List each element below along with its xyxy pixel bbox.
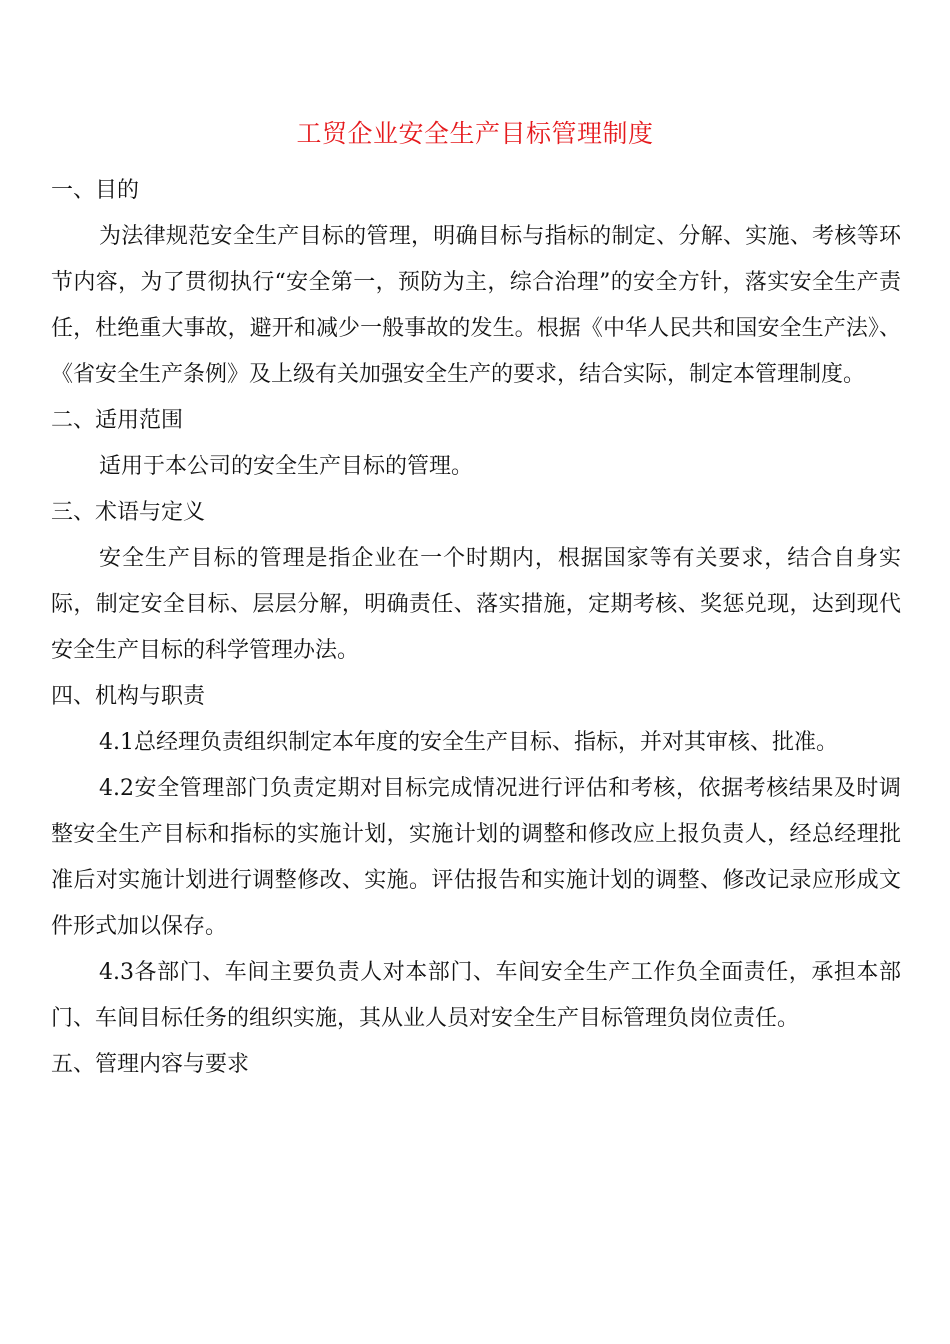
paragraph-terms: 安全生产目标的管理是指企业在一个时期内，根据国家等有关要求，结合自身实际，制定安全目标、层层分解，明确责任、落实措施，定期考核、奖惩兑现，达到现代安全生产目标的科学管理办法。 — [51, 546, 901, 663]
paragraph-scope: 适用于本公司的安全生产目标的管理。 — [99, 454, 474, 479]
paragraph-4-1: 4.1总经理负责组织制定本年度的安全生产目标、指标，并对其审核、批准。 — [99, 730, 838, 755]
section-heading-management: 五、管理内容与要求 — [51, 1052, 250, 1077]
section-heading-purpose: 一、目的 — [51, 178, 140, 203]
section-heading-scope: 二、适用范围 — [51, 408, 184, 433]
document-body — [51, 168, 901, 1088]
section-heading-responsibilities: 四、机构与职责 — [51, 684, 206, 709]
paragraph-4-2: 4.2安全管理部门负责定期对目标完成情况进行评估和考核，依据考核结果及时调整安全生产目标和指标的实施计划，实施计划的调整和修改应上报负责人，经总经理批准后对实施计划进行调整修改、实施。评估报告和实施计划的调整、修改记录应形成文件形式加以保存。 — [51, 776, 901, 939]
paragraph-4-3: 4.3各部门、车间主要负责人对本部门、车间安全生产工作负全面责任，承担本部门、车间目标任务的组织实施，其从业人员对安全生产目标管理负岗位责任。 — [51, 960, 901, 1031]
document-title: 工贸企业安全生产目标管理制度 — [296, 119, 654, 148]
paragraph-purpose: 为法律规范安全生产目标的管理，明确目标与指标的制定、分解、实施、考核等环节内容，为了贯彻执行“安全第一，预防为主，综合治理”的安全方针，落实安全生产责任，杜绝重大事故，避开和减少一般事故的发生。根据《中华人民共和国安全生产法》、《省安全生产条例》及上级有关加强安全生产的要求，结合实际，制定本管理制度。 — [51, 224, 901, 387]
section-heading-terms: 三、术语与定义 — [51, 500, 206, 525]
